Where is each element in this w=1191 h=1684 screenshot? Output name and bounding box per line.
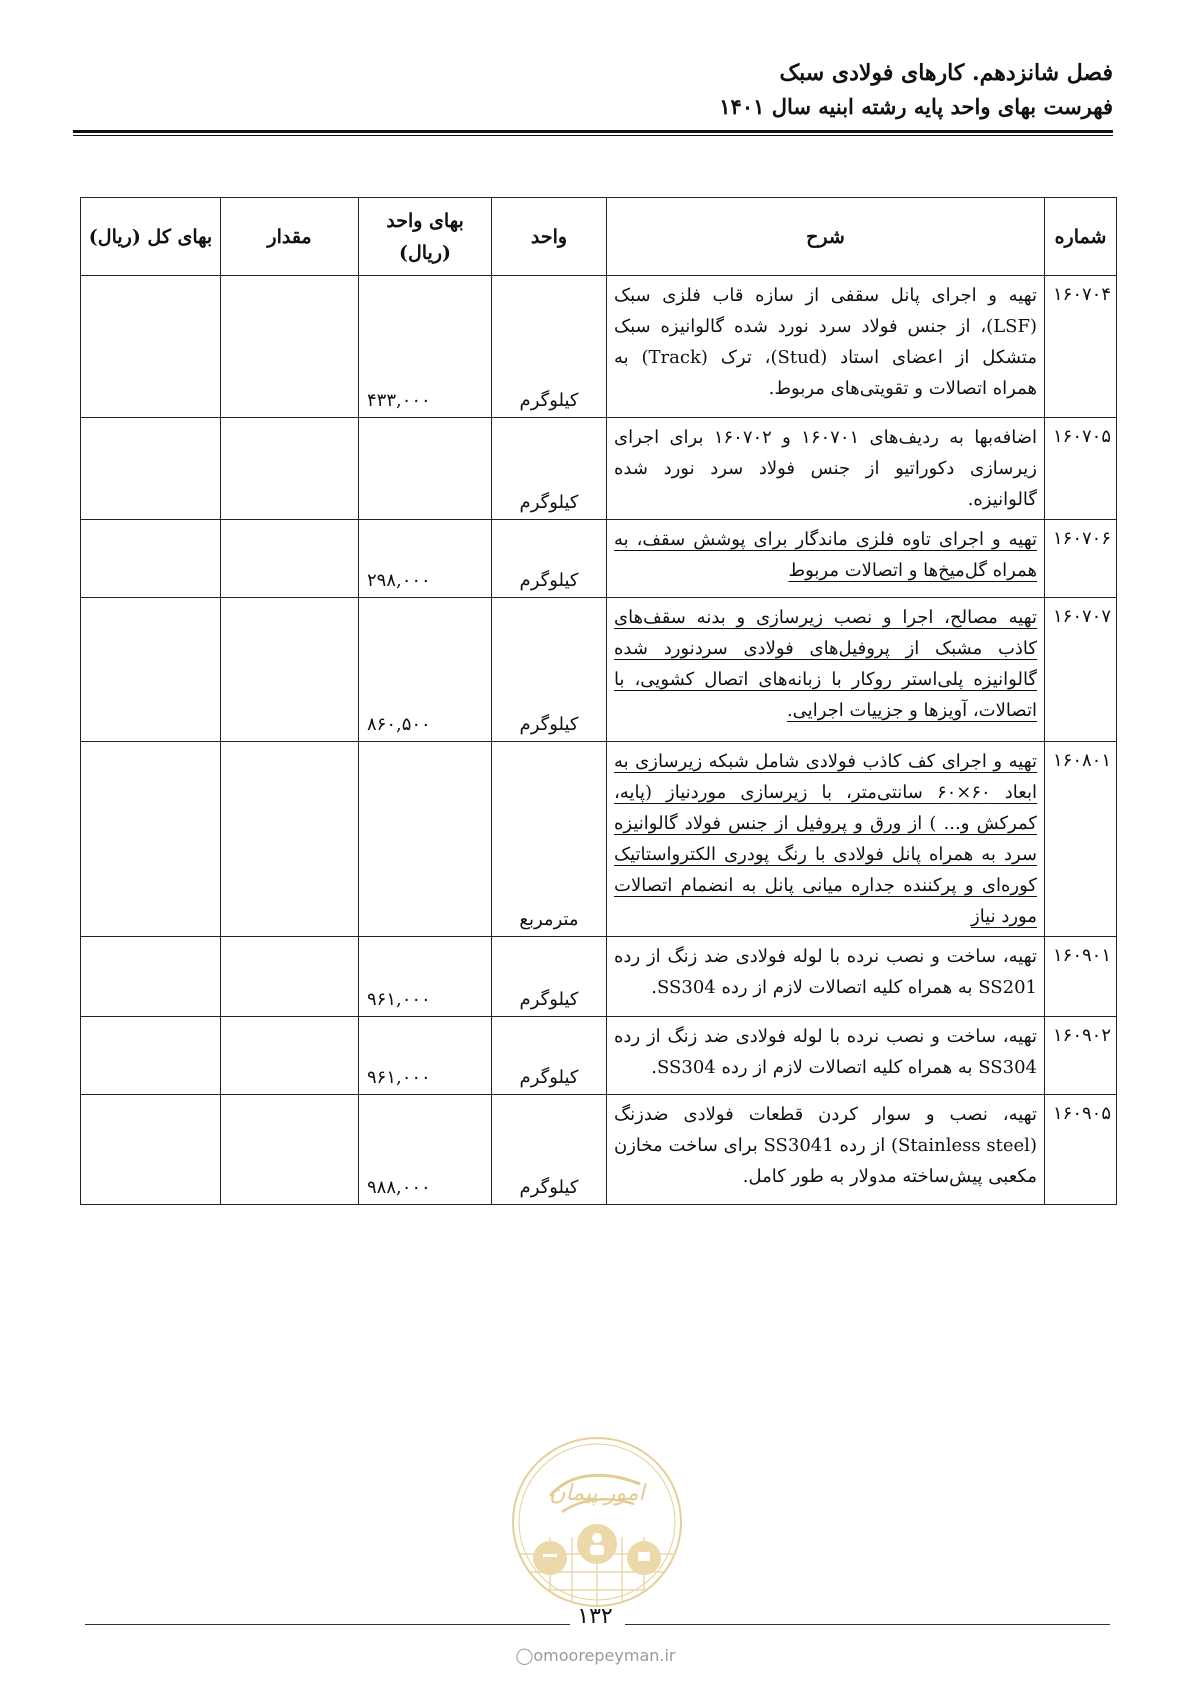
chapter-title: فصل شانزدهم. کارهای فولادی سبک bbox=[779, 60, 1113, 86]
col-header-unit-price-line2: (ریال) bbox=[398, 241, 452, 264]
col-header-description: شرح bbox=[607, 198, 1045, 276]
row-quantity bbox=[221, 742, 359, 937]
row-code: ۱۶۰۹۰۲ bbox=[1045, 1017, 1117, 1095]
row-quantity bbox=[221, 520, 359, 598]
header-divider-thin bbox=[73, 135, 1113, 136]
col-header-unit: واحد bbox=[492, 198, 607, 276]
row-unit: کیلوگرم bbox=[492, 1017, 607, 1095]
row-quantity bbox=[221, 418, 359, 520]
row-unit-price: ۲۹۸,۰۰۰ bbox=[359, 520, 492, 598]
page-header bbox=[719, 56, 1113, 124]
row-unit-price bbox=[359, 418, 492, 520]
col-header-quantity: مقدار bbox=[221, 198, 359, 276]
table-row bbox=[81, 1017, 1117, 1095]
row-code: ۱۶۰۷۰۶ bbox=[1045, 520, 1117, 598]
row-unit-price: ۹۶۱,۰۰۰ bbox=[359, 1017, 492, 1095]
row-description: اضافه‌بها به ردیف‌های ۱۶۰۷۰۱ و ۱۶۰۷۰۲ برای اجرای زیرسازی دکوراتیو از جنس فولاد سرد نورد شده گالوانیزه. bbox=[607, 418, 1045, 520]
header-divider-thick bbox=[73, 130, 1113, 133]
row-total bbox=[81, 937, 221, 1017]
table-row bbox=[81, 937, 1117, 1017]
col-header-number: شماره bbox=[1045, 198, 1117, 276]
row-unit: کیلوگرم bbox=[492, 418, 607, 520]
col-header-total: بهای کل (ریال) bbox=[81, 198, 221, 276]
page-number: ۱۳۲ bbox=[577, 1604, 613, 1629]
row-unit: کیلوگرم bbox=[492, 1095, 607, 1205]
table-row bbox=[81, 418, 1117, 520]
row-description: تهیه، ساخت و نصب نرده با لوله فولادی ضد زنگ از رده SS304 به همراه کلیه اتصالات لازم از رده SS304. bbox=[607, 1017, 1045, 1095]
price-table bbox=[80, 197, 1117, 1205]
row-total bbox=[81, 742, 221, 937]
table-header-row bbox=[81, 198, 1117, 276]
table-row bbox=[81, 742, 1117, 937]
website-url: omoorepeyman.ir bbox=[533, 1646, 676, 1665]
row-code: ۱۶۰۹۰۵ bbox=[1045, 1095, 1117, 1205]
list-title: فهرست بهای واحد پایه رشته ابنیه سال ۱۴۰۱ bbox=[719, 94, 1113, 119]
row-description: تهیه مصالح، اجرا و نصب زیرسازی و بدنه سقف‌های کاذب مشبک از پروفیل‌های فولادی سردنورد شده گالوانیزه پلی‌استر روکار با زبانه‌های اتصال کشویی، با اتصالات، آویزها و جزییات اجرایی. bbox=[607, 598, 1045, 742]
row-total bbox=[81, 418, 221, 520]
table-row bbox=[81, 520, 1117, 598]
row-code: ۱۶۰۷۰۵ bbox=[1045, 418, 1117, 520]
row-quantity bbox=[221, 937, 359, 1017]
row-unit-price: ۴۳۳,۰۰۰ bbox=[359, 276, 492, 418]
row-quantity bbox=[221, 598, 359, 742]
row-unit-price: ۸۶۰,۵۰۰ bbox=[359, 598, 492, 742]
table-row bbox=[81, 276, 1117, 418]
footer-line-right bbox=[625, 1624, 1110, 1625]
footer-line-left bbox=[85, 1624, 570, 1625]
row-code: ۱۶۰۸۰۱ bbox=[1045, 742, 1117, 937]
row-total bbox=[81, 520, 221, 598]
row-code: ۱۶۰۷۰۷ bbox=[1045, 598, 1117, 742]
row-quantity bbox=[221, 1095, 359, 1205]
row-total bbox=[81, 276, 221, 418]
row-total bbox=[81, 598, 221, 742]
row-quantity bbox=[221, 1017, 359, 1095]
row-unit: کیلوگرم bbox=[492, 937, 607, 1017]
row-code: ۱۶۰۹۰۱ bbox=[1045, 937, 1117, 1017]
watermark-seal-icon bbox=[510, 1432, 685, 1612]
col-header-unit-price-line1: بهای واحد bbox=[386, 209, 464, 232]
row-total bbox=[81, 1017, 221, 1095]
col-header-unit-price bbox=[359, 198, 492, 276]
row-unit: کیلوگرم bbox=[492, 520, 607, 598]
table-row bbox=[81, 598, 1117, 742]
row-description: تهیه، ساخت و نصب نرده با لوله فولادی ضد زنگ از رده SS201 به همراه کلیه اتصالات لازم از رده SS304. bbox=[607, 937, 1045, 1017]
row-description: تهیه و اجرای پانل سقفی از سازه قاب فلزی سبک (LSF)، از جنس فولاد سرد نورد شده گالوانیزه سبک متشکل از اعضای استاد (Stud)، ترک (Track) به همراه اتصالات و تقویتی‌های مربوط. bbox=[607, 276, 1045, 418]
row-unit: کیلوگرم bbox=[492, 598, 607, 742]
globe-icon: ◯ bbox=[515, 1646, 534, 1665]
table-row bbox=[81, 1095, 1117, 1205]
row-unit: مترمربع bbox=[492, 742, 607, 937]
row-unit: کیلوگرم bbox=[492, 276, 607, 418]
row-unit-price: ۹۶۱,۰۰۰ bbox=[359, 937, 492, 1017]
row-unit-price bbox=[359, 742, 492, 937]
row-total bbox=[81, 1095, 221, 1205]
svg-text:امور پیمان: امور پیمان bbox=[549, 1481, 645, 1506]
website-watermark bbox=[0, 1646, 1191, 1665]
row-quantity bbox=[221, 276, 359, 418]
row-unit-price: ۹۸۸,۰۰۰ bbox=[359, 1095, 492, 1205]
row-code: ۱۶۰۷۰۴ bbox=[1045, 276, 1117, 418]
row-description: تهیه و اجرای تاوه فلزی ماندگار برای پوشش سقف، به همراه گل‌میخ‌ها و اتصالات مربوط bbox=[607, 520, 1045, 598]
row-description: تهیه و اجرای کف کاذب فولادی شامل شبکه زیرسازی به ابعاد ۶۰×۶۰ سانتی‌متر، با زیرسازی موردنیاز (پایه، کمرکش و... ) از ورق و پروفیل از جنس فولاد گالوانیزه سرد به همراه پانل فولادی با رنگ پودری الکترواستاتیک کوره‌ای و پرکننده جداره میانی پانل به انضمام اتصالات مورد نیاز bbox=[607, 742, 1045, 937]
row-description: تهیه، نصب و سوار کردن قطعات فولادی ضدزنگ (Stainless steel) از رده SS3041 برای ساخت مخازن مکعبی پیش‌ساخته مدولار به طور کامل. bbox=[607, 1095, 1045, 1205]
